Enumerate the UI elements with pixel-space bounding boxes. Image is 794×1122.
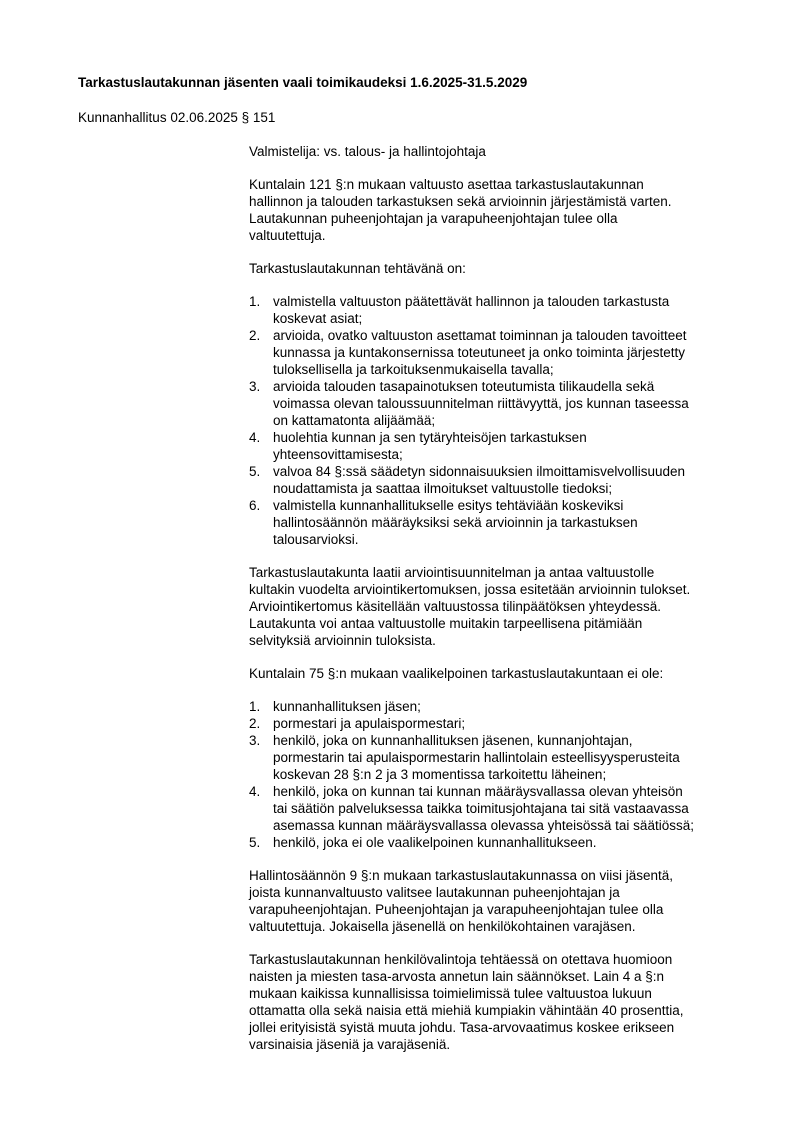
list-text: kunnanhallituksen jäsen; (273, 699, 421, 714)
list-item (249, 327, 739, 378)
meeting-reference: Kunnanhallitus 02.06.2025 § 151 (78, 110, 276, 125)
list-item (249, 497, 739, 548)
list-number: 1. (249, 294, 261, 309)
list-text: arvioida, ovatko valtuuston asettamat toiminnan ja talouden tavoitteet kunnassa ja kuntakonsernissa toteutuneet ja onko toiminta järjestetty tuloksellisella ja tarkoituksenmukaisella tavalla; (273, 328, 687, 377)
list-text: huolehtia kunnan ja sen tytäryhteisöjen tarkastuksen yhteensovittamisesta; (273, 430, 587, 462)
list-number: 4. (249, 430, 261, 445)
list-number: 4. (249, 784, 261, 799)
list-item (249, 429, 739, 463)
preparer-line: Valmistelija: vs. talous- ja hallintojohtaja (249, 144, 486, 159)
list-item (249, 783, 739, 834)
eligibility-intro: Kuntalain 75 §:n mukaan vaalikelpoinen tarkastuslautakuntaan ei ole: (249, 666, 664, 681)
list-text: pormestari ja apulaispormestari; (273, 716, 466, 731)
list-text: arvioida talouden tasapainotuksen toteutumista tilikaudella sekä voimassa olevan taloussuunnitelman riittävyyttä, jos kunnan taseessa on kattamatonta alijäämää; (273, 379, 689, 428)
list-item (249, 834, 739, 851)
paragraph-equality-act: Tarkastuslautakunnan henkilövalintoja tehtäessä on otettava huomioon naisten ja miesten tasa-arvosta annetun lain säännökset. Lain 4 a §:n mukaan kaikissa kunnallisissa toimielimissä tulee valtuustoa lukuun ottamatta olla sekä naisia että miehiä kumpiakin vähintään 40 prosenttia, jollei erityisistä syistä muuta johdu. Tasa-arvovaatimus koskee erikseen varsinaisia jäseniä ja varajäseniä. (249, 952, 684, 1052)
paragraph-administrative-rule: Hallintosäännön 9 §:n mukaan tarkastuslautakunnassa on viisi jäsentä, joista kunnanvaltuusto valitsee lautakunnan puheenjohtajan ja varapuheenjohtajan. Puheenjohtajan ja varapuheenjohtajan tulee olla valtuutettuja. Jokaisella jäsenellä on henkilökohtainen varajäsen. (249, 868, 674, 934)
list-item (249, 378, 739, 429)
list-item (249, 293, 739, 327)
list-text: henkilö, joka on kunnan tai kunnan määräysvallassa olevan yhteisön tai säätiön palveluksessa taikka toimitusjohtajana tai sitä vastaavassa asemassa kunnan määräysvallassa olevassa yhteisössä tai säätiössä; (273, 784, 694, 833)
document-title: Tarkastuslautakunnan jäsenten vaali toimikaudeksi 1.6.2025-31.5.2029 (78, 75, 528, 90)
list-number: 5. (249, 835, 261, 850)
list-text: henkilö, joka on kunnanhallituksen jäsenen, kunnanjohtajan, pormestarin tai apulaispormestarin hallintolain esteellisyysperusteita koskevan 28 §:n 2 ja 3 momentissa tarkoitettu läheinen; (273, 733, 680, 782)
list-text: valmistella kunnanhallitukselle esitys tehtäviään koskeviksi hallintosäännön määräyksiksi sekä arvioinnin ja tarkastuksen talousarvioksi. (273, 498, 638, 547)
list-item (249, 463, 739, 497)
list-item (249, 732, 739, 783)
list-number: 6. (249, 498, 261, 513)
list-text: valvoa 84 §:ssä säädetyn sidonnaisuuksien ilmoittamisvelvollisuuden noudattamista ja saattaa ilmoitukset valtuustolle tiedoksi; (273, 464, 685, 496)
list-item (249, 698, 739, 715)
list-number: 5. (249, 464, 261, 479)
list-number: 1. (249, 699, 261, 714)
list-item (249, 715, 739, 732)
list-number: 2. (249, 328, 261, 343)
tasks-intro: Tarkastuslautakunnan tehtävänä on: (249, 261, 466, 276)
list-number: 3. (249, 733, 261, 748)
tasks-list (249, 293, 739, 548)
ineligible-list (249, 698, 739, 851)
list-number: 2. (249, 716, 261, 731)
document-body (249, 143, 739, 1069)
paragraph-local-government-act-121: Kuntalain 121 §:n mukaan valtuusto asettaa tarkastuslautakunnan hallinnon ja talouden tarkastuksen sekä arvioinnin järjestämistä varten. Lautakunnan puheenjohtajan ja varapuheenjohtajan tulee olla valtuutettuja. (249, 177, 672, 243)
paragraph-evaluation-report: Tarkastuslautakunta laatii arviointisuunnitelman ja antaa valtuustolle kultakin vuodelta arviointikertomuksen, jossa esitetään arvioinnin tulokset. Arviointikertomus käsitellään valtuustossa tilinpäätöksen yhteydessä. Lautakunta voi antaa valtuustolle muitakin tarpeellisena pitämiään selvityksiä arvioinnin tuloksista. (249, 565, 691, 648)
list-number: 3. (249, 379, 261, 394)
list-text: valmistella valtuuston päätettävät hallinnon ja talouden tarkastusta koskevat asiat; (273, 294, 670, 326)
list-text: henkilö, joka ei ole vaalikelpoinen kunnanhallitukseen. (273, 835, 597, 850)
